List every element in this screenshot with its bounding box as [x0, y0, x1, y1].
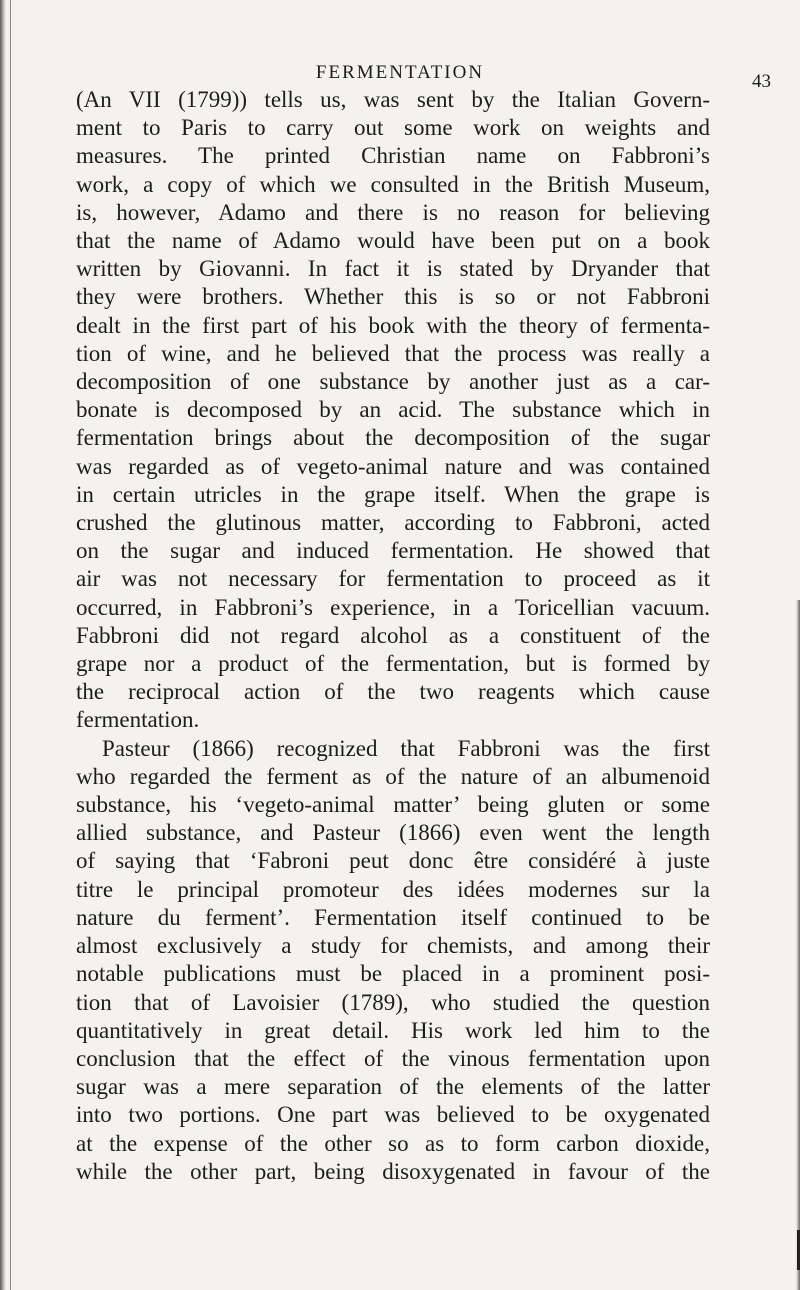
text-line: nature du ferment’. Fermentation itself continued to be [76, 904, 710, 930]
text-line: dealt in the first part of his book with the theory of fermenta- [76, 312, 710, 338]
body-text [76, 86, 710, 1186]
text-line: grape nor a product of the fermentation, but is formed by [76, 651, 710, 677]
text-line: on the sugar and induced fermentation. He showed that [76, 538, 710, 564]
text-line: notable publications must be placed in a prominent posi- [76, 961, 710, 987]
text-line: written by Giovanni. In fact it is stated by Dryander that [76, 256, 710, 282]
paragraph-1 [76, 86, 710, 735]
paragraph-2 [76, 735, 710, 1186]
text-line: titre le principal promoteur des idées modernes sur la [76, 876, 710, 902]
text-line: work, a copy of which we consulted in the British Museum, [76, 171, 710, 197]
text-line: Pasteur (1866) recognized that Fabbroni was the first [102, 735, 710, 761]
text-line: (An VII (1799)) tells us, was sent by the Italian Govern- [76, 87, 710, 112]
text-line: is, however, Adamo and there is no reason for believing [76, 199, 710, 225]
text-line: occurred, in Fabbroni’s experience, in a Toricellian vacuum. [76, 594, 710, 620]
text-line: that the name of Adamo would have been put on a book [76, 228, 710, 254]
text-line: they were brothers. Whether this is so or not Fabbroni [76, 284, 710, 310]
text-line: measures. The printed Christian name on Fabbroni’s [76, 143, 710, 169]
text-line: substance, his ‘vegeto-animal matter’ being gluten or some [76, 792, 710, 818]
text-line: quantitatively in great detail. His work led him to the [76, 1017, 710, 1043]
text-line: crushed the glutinous matter, according to Fabbroni, acted [76, 510, 710, 536]
text-line: air was not necessary for fermentation to proceed as it [76, 566, 710, 592]
text-line: who regarded the ferment as of the nature of an albumenoid [76, 763, 710, 789]
text-line: of saying that ‘Fabroni peut donc être considéré à juste [76, 848, 710, 874]
page-right-shadow [796, 600, 800, 1290]
page-binding-shadow [0, 0, 6, 1290]
text-line: ment to Paris to carry out some work on weights and [76, 115, 710, 141]
text-line: fermentation. [76, 707, 200, 733]
text-line: tion that of Lavoisier (1789), who studied the question [76, 989, 710, 1015]
text-line: into two portions. One part was believed to be oxygenated [76, 1102, 710, 1128]
text-line: bonate is decomposed by an acid. The substance which in [76, 397, 710, 423]
running-title: FERMENTATION [315, 62, 485, 83]
text-line: decomposition of one substance by another just as a car- [76, 369, 710, 395]
text-line: almost exclusively a study for chemists, and among their [76, 933, 710, 959]
text-line: tion of wine, and he believed that the process was really a [76, 340, 710, 366]
text-line: conclusion that the effect of the vinous fermentation upon [76, 1045, 710, 1071]
text-line: was regarded as of vegeto-animal nature and was contained [76, 453, 710, 479]
text-line: Fabbroni did not regard alcohol as a constituent of the [76, 622, 710, 648]
page-number: 43 [752, 71, 771, 92]
text-line: fermentation brings about the decomposition of the sugar [76, 425, 710, 451]
text-line: in certain utricles in the grape itself. When the grape is [76, 481, 710, 507]
text-line: allied substance, and Pasteur (1866) even went the length [76, 820, 710, 846]
page-edge-line [10, 0, 11, 1290]
text-line: sugar was a mere separation of the elements of the latter [76, 1074, 710, 1100]
text-line: at the expense of the other so as to form carbon dioxide, [76, 1130, 710, 1156]
text-line: while the other part, being disoxygenated in favour of the [76, 1158, 710, 1184]
text-line: the reciprocal action of the two reagents which cause [76, 679, 710, 705]
